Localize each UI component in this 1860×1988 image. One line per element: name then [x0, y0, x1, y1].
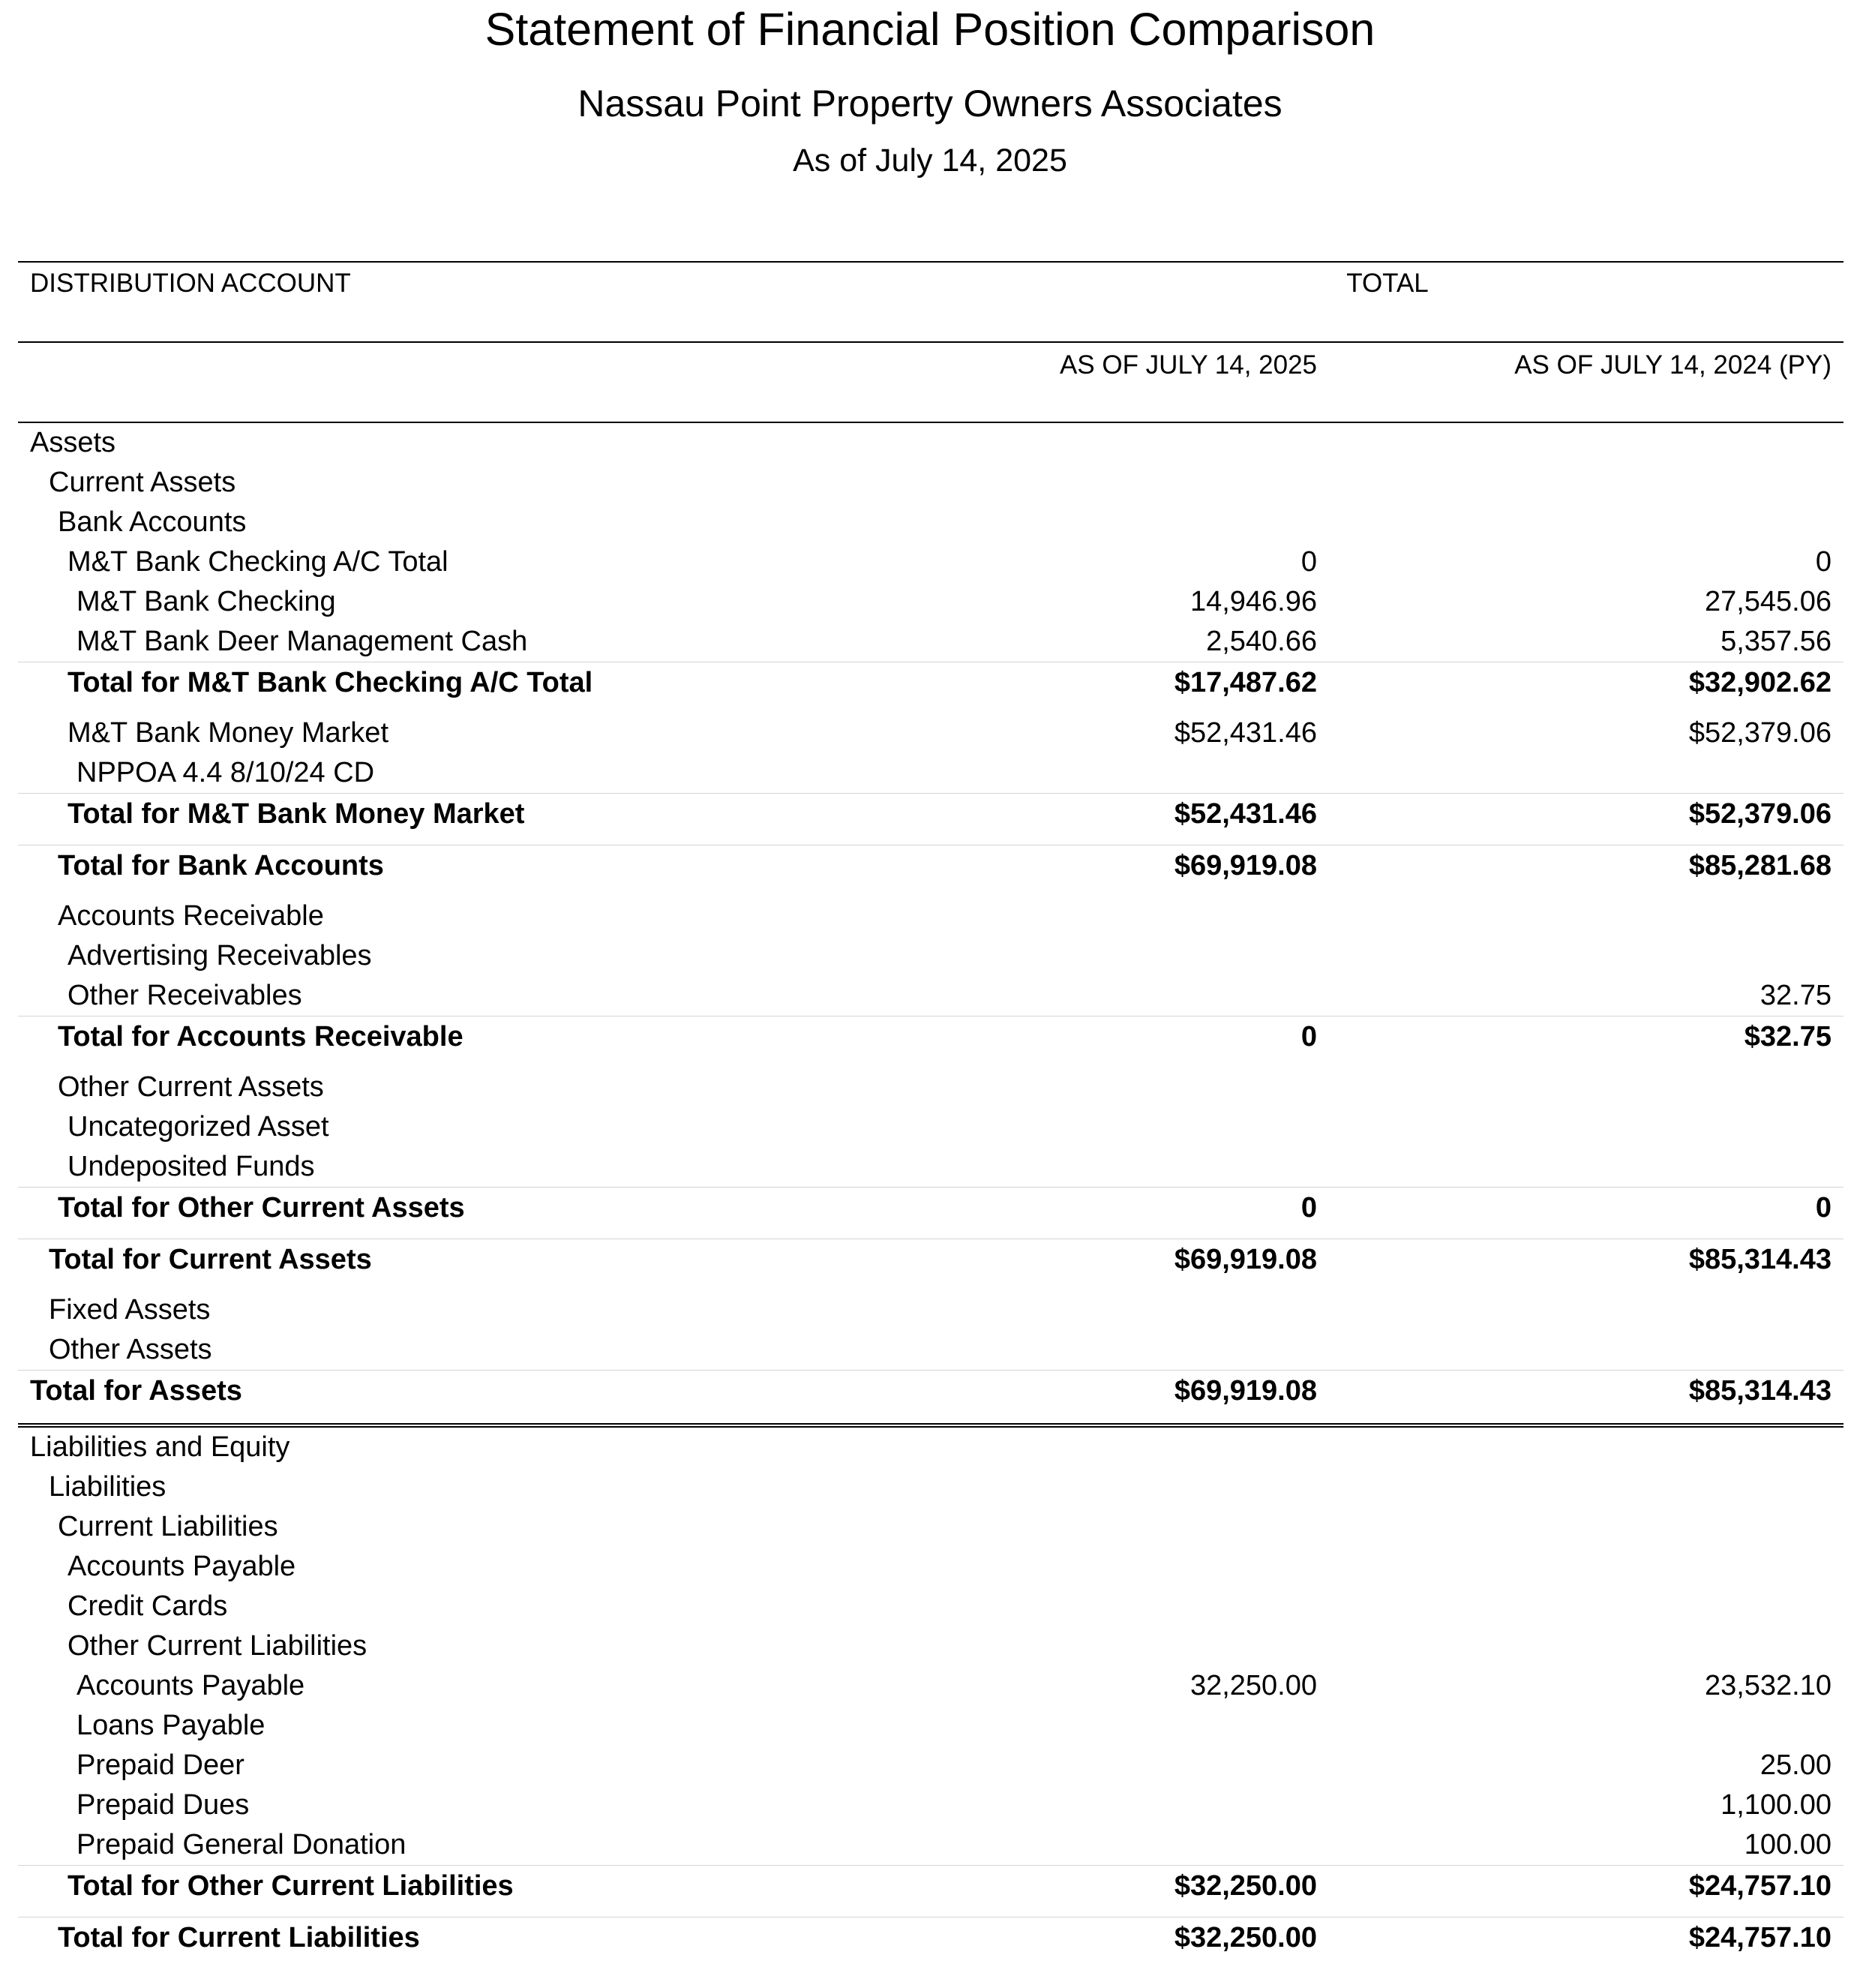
account-label: Loans Payable — [76, 1710, 266, 1741]
prior-year-value: 32.75 — [1760, 980, 1832, 1011]
prior-year-value: 5,357.56 — [1720, 626, 1832, 657]
account-label: Undeposited Funds — [68, 1151, 315, 1182]
account-label: Prepaid General Donation — [76, 1829, 406, 1860]
account-column-header: DISTRIBUTION ACCOUNT — [30, 269, 351, 298]
account-row — [18, 1290, 1844, 1330]
company-name: Nassau Point Property Owners Associates — [578, 83, 1282, 125]
current-year-value: 32,250.00 — [1190, 1670, 1317, 1701]
account-row — [18, 542, 1844, 582]
account-row — [18, 713, 1844, 753]
column-header — [18, 261, 1844, 423]
current-year-value: $69,919.08 — [1174, 1244, 1317, 1275]
total-column-header: TOTAL — [1346, 269, 1429, 298]
account-row — [18, 1706, 1844, 1746]
prior-year-value: 100.00 — [1744, 1829, 1832, 1860]
prior-year-column-header: AS OF JULY 14, 2024 (PY) — [1514, 350, 1832, 380]
account-label: Total for Current Liabilities — [58, 1922, 420, 1953]
account-row — [18, 503, 1844, 542]
financial-report-table — [18, 261, 1844, 1968]
current-year-value: $52,431.46 — [1174, 798, 1317, 830]
prior-year-value: $85,314.43 — [1688, 1375, 1832, 1407]
account-label: M&T Bank Deer Management Cash — [76, 626, 528, 657]
account-label: Current Assets — [49, 467, 236, 498]
total-row — [18, 1239, 1844, 1290]
account-label: Total for M&T Bank Money Market — [68, 798, 525, 830]
account-row — [18, 1330, 1844, 1370]
prior-year-value: 23,532.10 — [1704, 1670, 1832, 1701]
total-row — [18, 793, 1844, 845]
account-label: Assets — [30, 427, 116, 458]
prior-year-value: $24,757.10 — [1688, 1870, 1832, 1902]
account-row — [18, 423, 1844, 463]
current-year-value: 2,540.66 — [1206, 626, 1317, 657]
account-label: Credit Cards — [68, 1590, 228, 1622]
account-label: Total for Current Assets — [49, 1244, 372, 1275]
prior-year-value: $52,379.06 — [1688, 798, 1832, 830]
account-row — [18, 936, 1844, 976]
current-year-value: 0 — [1300, 546, 1317, 578]
column-header-top — [18, 261, 1844, 343]
total-row — [18, 845, 1844, 896]
account-label: Total for Other Current Assets — [58, 1192, 465, 1224]
prior-year-value: 0 — [1815, 1192, 1832, 1224]
account-row — [18, 896, 1844, 936]
total-row — [18, 1865, 1844, 1917]
account-row — [18, 1428, 1844, 1467]
prior-year-value: $52,379.06 — [1688, 717, 1832, 749]
account-label: Total for Accounts Receivable — [58, 1021, 464, 1053]
account-row — [18, 1785, 1844, 1825]
account-label: Total for M&T Bank Checking A/C Total — [68, 667, 593, 698]
prior-year-value: $24,757.10 — [1688, 1922, 1832, 1953]
account-label: Other Current Assets — [58, 1071, 324, 1103]
prior-year-value: 27,545.06 — [1704, 586, 1832, 617]
account-label: Prepaid Dues — [76, 1789, 250, 1821]
account-label: Accounts Receivable — [58, 900, 324, 932]
prior-year-value: $32.75 — [1744, 1021, 1832, 1053]
account-row — [18, 1547, 1844, 1587]
current-year-value: $32,250.00 — [1174, 1922, 1317, 1953]
prior-year-value: $85,314.43 — [1688, 1244, 1832, 1275]
current-year-value: 0 — [1300, 1192, 1317, 1224]
total-row — [18, 1370, 1844, 1428]
account-label: Liabilities and Equity — [30, 1431, 290, 1463]
account-label: Accounts Payable — [76, 1670, 305, 1701]
account-label: Total for Assets — [30, 1375, 242, 1407]
prior-year-value: $32,902.62 — [1688, 667, 1832, 698]
account-label: Other Assets — [49, 1334, 212, 1365]
account-label: M&T Bank Checking A/C Total — [68, 546, 448, 578]
prior-year-value: 0 — [1815, 546, 1832, 578]
account-row — [18, 1587, 1844, 1626]
account-label: Bank Accounts — [58, 506, 247, 538]
prior-year-value: 25.00 — [1760, 1749, 1832, 1781]
account-row — [18, 1147, 1844, 1187]
account-label: Uncategorized Asset — [68, 1111, 329, 1143]
account-label: Current Liabilities — [58, 1511, 278, 1542]
account-label: Prepaid Deer — [76, 1749, 244, 1781]
current-year-value: 0 — [1300, 1021, 1317, 1053]
total-row — [18, 1016, 1844, 1068]
report-title: Statement of Financial Position Comparison — [484, 4, 1376, 55]
current-year-value: $69,919.08 — [1174, 1375, 1317, 1407]
account-row — [18, 753, 1844, 793]
account-row — [18, 1507, 1844, 1547]
account-row — [18, 1467, 1844, 1507]
account-row — [18, 976, 1844, 1016]
current-year-value: $52,431.46 — [1174, 717, 1317, 749]
account-label: Total for Other Current Liabilities — [68, 1870, 514, 1902]
account-label: Total for Bank Accounts — [58, 850, 384, 881]
current-year-value: $17,487.62 — [1174, 667, 1317, 698]
account-row — [18, 1746, 1844, 1785]
total-row — [18, 1187, 1844, 1239]
account-row — [18, 1626, 1844, 1666]
total-row — [18, 1917, 1844, 1968]
current-year-value: $32,250.00 — [1174, 1870, 1317, 1902]
account-label: Other Current Liabilities — [68, 1630, 368, 1662]
account-label: Liabilities — [49, 1471, 166, 1503]
current-year-value: 14,946.96 — [1190, 586, 1317, 617]
account-label: Fixed Assets — [49, 1294, 211, 1326]
account-row — [18, 622, 1844, 662]
account-row — [18, 463, 1844, 503]
account-label: Advertising Receivables — [68, 940, 372, 971]
account-label: M&T Bank Money Market — [68, 717, 389, 749]
current-year-value: $69,919.08 — [1174, 850, 1317, 881]
current-year-column-header: AS OF JULY 14, 2025 — [1059, 350, 1317, 380]
account-label: M&T Bank Checking — [76, 586, 336, 617]
account-label: Accounts Payable — [68, 1551, 296, 1582]
report-date: As of July 14, 2025 — [793, 143, 1067, 179]
account-row — [18, 1068, 1844, 1107]
account-label: Other Receivables — [68, 980, 302, 1011]
prior-year-value: $85,281.68 — [1688, 850, 1832, 881]
report-rows — [18, 423, 1844, 1968]
account-row — [18, 1107, 1844, 1147]
account-row — [18, 1825, 1844, 1865]
account-row — [18, 582, 1844, 622]
prior-year-value: 1,100.00 — [1720, 1789, 1832, 1821]
total-row — [18, 662, 1844, 713]
column-header-bottom — [18, 343, 1844, 423]
account-label: NPPOA 4.4 8/10/24 CD — [76, 757, 375, 788]
account-row — [18, 1666, 1844, 1706]
